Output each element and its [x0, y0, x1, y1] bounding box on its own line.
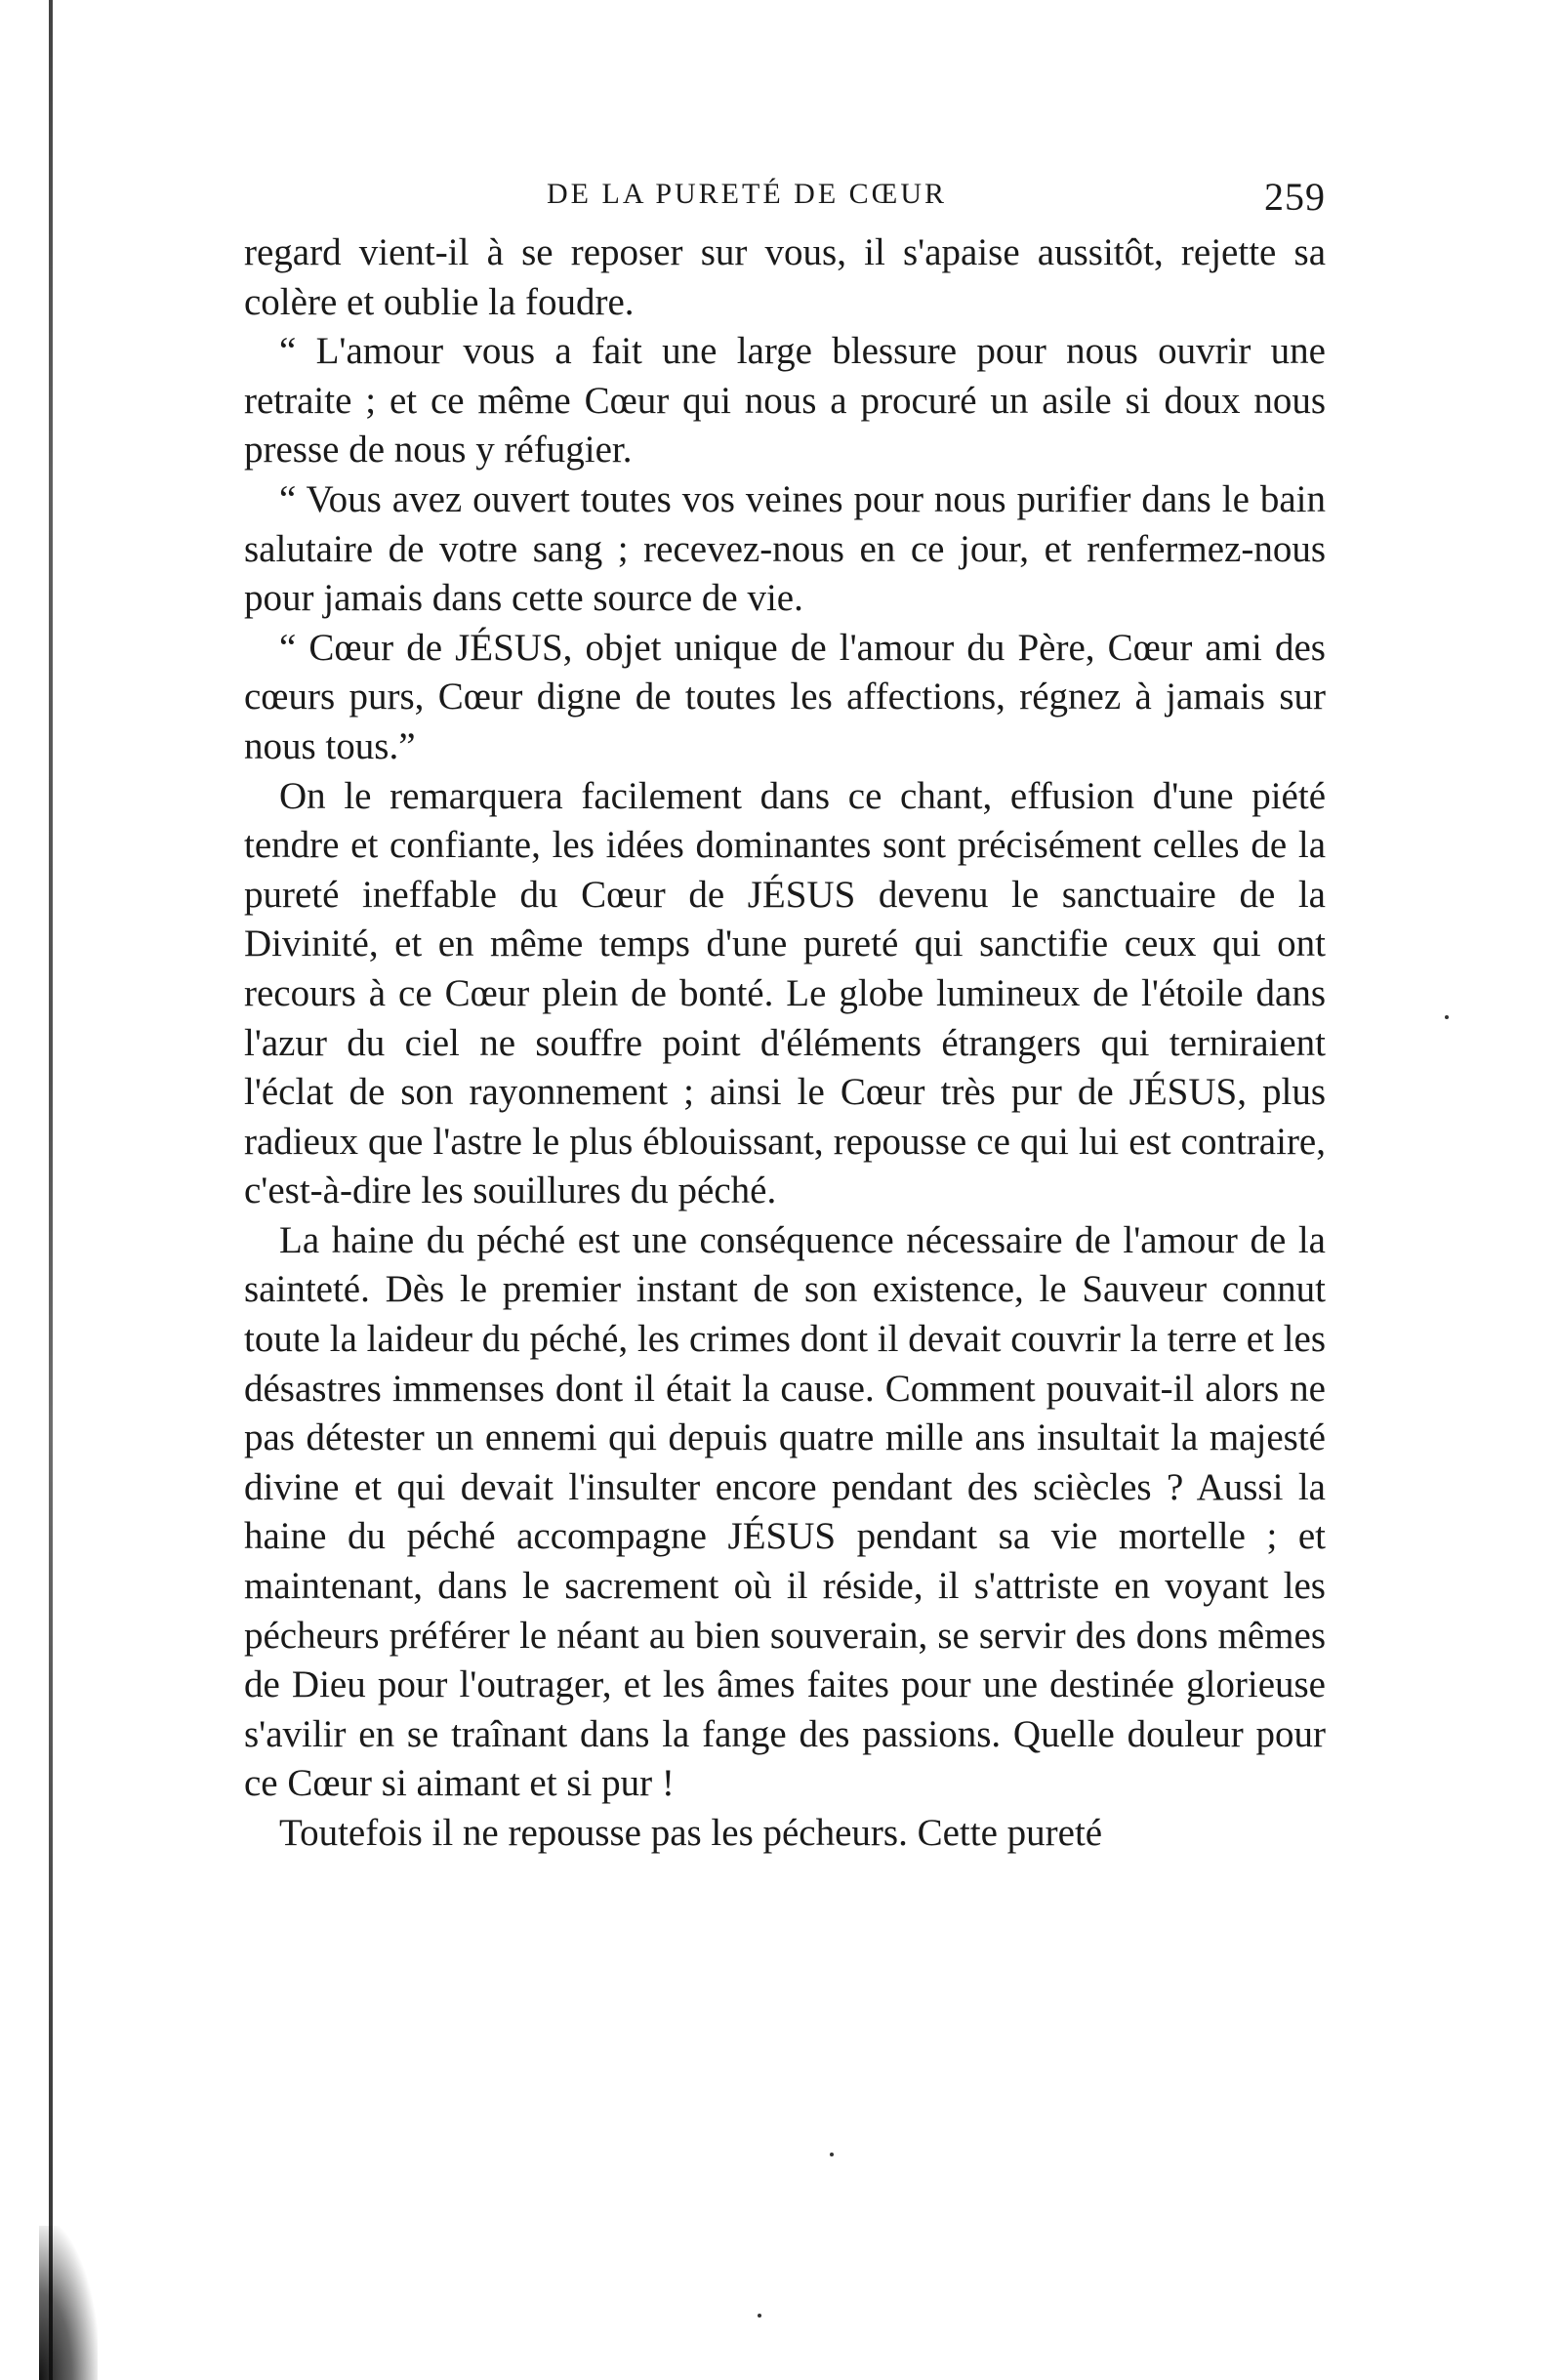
page-number: 259	[1264, 175, 1326, 219]
running-title: DE LA PURETÉ DE CŒUR	[547, 178, 948, 210]
ink-speck	[758, 2314, 761, 2318]
ink-speck	[1445, 1015, 1449, 1019]
book-page	[244, 166, 1326, 1859]
body-text	[244, 228, 1326, 1859]
page-header	[244, 166, 1326, 217]
paragraph: “ Cœur de JÉSUS, objet unique de l'amour du Père, Cœur ami des cœurs purs, Cœur digne de toutes les affections, régnez à jamais sur nous tous.”	[244, 626, 1326, 767]
paragraph: La haine du péché est une conséquence nécessaire de l'amour de la sainteté. Dès le premier instant de son existence, le Sauveur connut toute la laideur du péché, les crimes dont il devait couvrir la terre et les désastres immenses dont il était la cause. Comment pouvait-il alors ne pas détester un ennemi qui depuis quatre mille ans insultait la majesté divine et qui devait l'insulter encore pendant des sciècles ? Aussi la haine du péché accompagne JÉSUS pendant sa vie mortelle ; et maintenant, dans le sacrement où il réside, il s'attriste en voyant les pécheurs préférer le néant au bien souverain, se servir des dons mêmes de Dieu pour l'outrager, et les âmes faites pour une destinée glorieuse s'avilir en se traînant dans la fange des passions. Quelle douleur pour ce Cœur si aimant et si pur !	[244, 1218, 1326, 1805]
paragraph: Toutefois il ne repousse pas les pécheurs. Cette pureté	[279, 1812, 1103, 1854]
paragraph: On le remarquera facilement dans ce chant, effusion d'une piété tendre et confiante, les idées dominantes sont précisément celles de la pureté ineffable du Cœur de JÉSUS devenu le sanctuaire de la Divinité, et en même temps d'une pureté qui sanctifie ceux qui ont recours à ce Cœur plein de bonté. Le globe lumineux de l'étoile dans l'azur du ciel ne souffre point d'éléments étrangers qui terniraient l'éclat de son rayonnement ; ainsi le Cœur très pur de JÉSUS, plus radieux que l'astre le plus éblouissant, repousse ce qui lui est contraire, c'est-à-dire les souillures du péché.	[244, 774, 1326, 1212]
binding-gutter	[0, 0, 78, 2380]
paragraph: regard vient-il à se reposer sur vous, il s'apaise aussitôt, rejette sa colère et oublie la foudre.	[244, 231, 1326, 323]
paragraph: “ L'amour vous a fait une large blessure pour nous ouvrir une retraite ; et ce même Cœur qui nous a procuré un asile si doux nous presse de nous y réfugier.	[244, 330, 1326, 472]
binding-edge-line	[49, 0, 53, 2380]
ink-speck	[830, 2153, 834, 2156]
binding-shadow	[39, 2226, 98, 2380]
paragraph: “ Vous avez ouvert toutes vos veines pour nous purifier dans le bain salutaire de votre sang ; recevez-nous en ce jour, et renfermez-nous pour jamais dans cette source de vie.	[244, 477, 1326, 620]
